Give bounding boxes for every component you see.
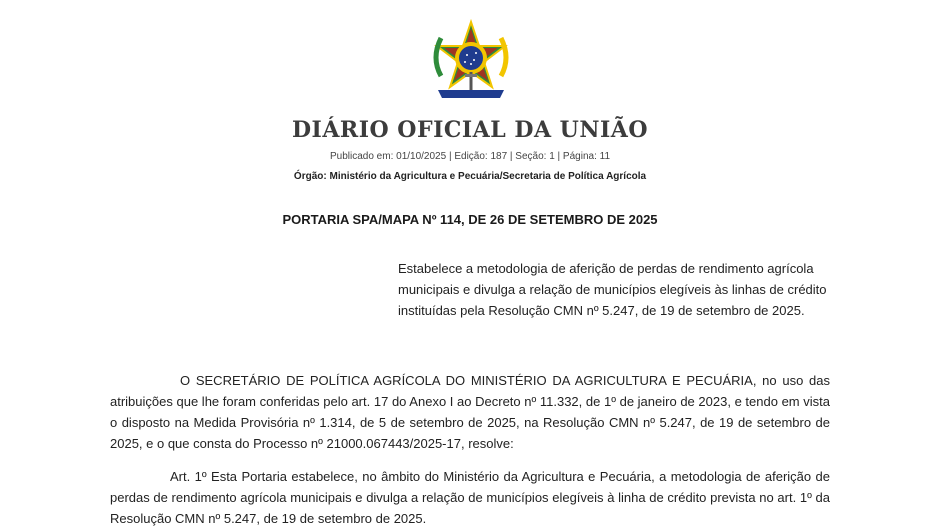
journal-title: DIÁRIO OFICIAL DA UNIÃO	[291, 117, 649, 143]
article-1-paragraph: Art. 1º Esta Portaria estabelece, no âmbito do Ministério da Agricultura e Pecuária, a metodologia de aferição de perdas de rendimento agrícola municipais e divulga a relação de municípios elegíveis à linha de crédito prevista no art. 1º da Resolução CMN nº 5.247, de 19 de setembro de 2025.	[110, 469, 830, 526]
brazil-coat-of-arms-icon	[430, 18, 512, 104]
orgao-label: Órgão:	[293, 171, 327, 182]
portaria-title: PORTARIA SPA/MAPA Nº 114, DE 26 DE SETEMBRO DE 2025	[282, 212, 658, 227]
preamble-paragraph: O SECRETÁRIO DE POLÍTICA AGRÍCOLA DO MINISTÉRIO DA AGRICULTURA E PECUÁRIA, no uso das atribuições que lhe foram conferidas pelo art. 17 do Anexo I ao Decreto nº 11.332, de 1º de janeiro de 2023, e tendo em vista o disposto na Medida Provisória nº 1.314, de 5 de setembro de 2025, na Resolução CMN nº 5.247, de 19 de setembro de 2025, e o que consta do Processo nº 21000.067443/2025-17, resolve:	[110, 373, 830, 451]
orgao-line	[0, 171, 940, 182]
orgao-value: Ministério da Agricultura e Pecuária/Secretaria de Política Agrícola	[329, 171, 647, 182]
ementa: Estabelece a metodologia de aferição de perdas de rendimento agrícola municipais e divulga a relação de municípios elegíveis às linhas de crédito instituídas pela Resolução CMN nº 5.247, de 19 de setembro de 2025.	[398, 261, 827, 318]
publication-info: Publicado em: 01/10/2025 | Edição: 187 | Seção: 1 | Página: 11	[329, 151, 611, 162]
